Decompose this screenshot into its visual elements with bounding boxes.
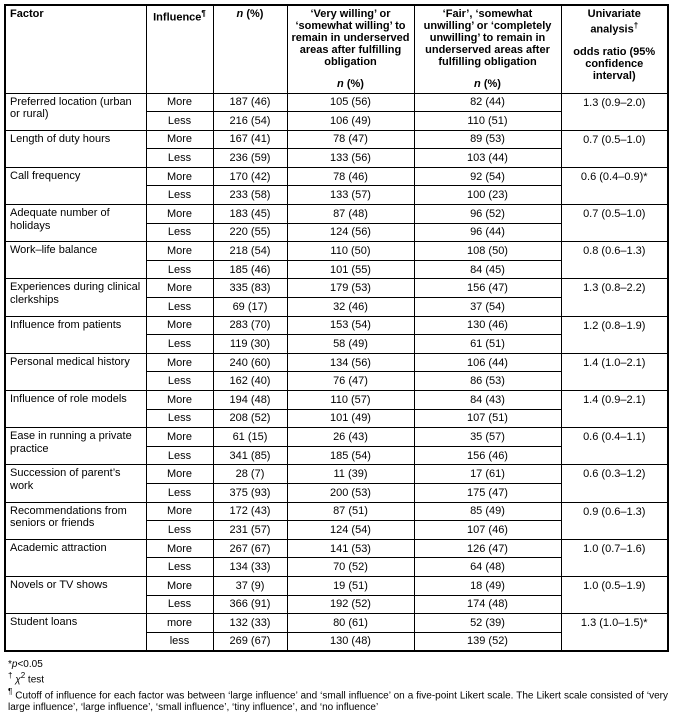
willing-cell: 87 (51): [287, 502, 414, 521]
footnote-chi-square: [8, 670, 668, 686]
n-cell: 233 (58): [213, 186, 287, 205]
odds-ratio-cell: 0.7 (0.5–1.0): [561, 130, 668, 167]
unwilling-cell: 139 (52): [414, 632, 561, 651]
header-factor: [5, 5, 146, 93]
n-italic: n: [337, 78, 344, 90]
willing-cell: 101 (49): [287, 409, 414, 428]
odds-ratio-cell: 0.6 (0.4–0.9)*: [561, 167, 668, 204]
n-cell: 366 (91): [213, 595, 287, 614]
odds-ratio-cell: 0.7 (0.5–1.0): [561, 205, 668, 242]
influence-cell: more: [146, 614, 213, 633]
influence-cell: Less: [146, 149, 213, 168]
table-row: [5, 130, 668, 149]
influence-cell: Less: [146, 298, 213, 317]
pilcrow-mark: ¶: [8, 687, 13, 697]
n-cell: 167 (41): [213, 130, 287, 149]
influence-cell: Less: [146, 483, 213, 502]
table-row: [5, 316, 668, 335]
unwilling-cell: 89 (53): [414, 130, 561, 149]
table-row: [5, 539, 668, 558]
unwilling-cell: 110 (51): [414, 112, 561, 131]
factor-cell: Preferred location (urban or rural): [5, 93, 146, 130]
pct-label: (%): [243, 8, 264, 20]
footnotes: [4, 659, 669, 714]
odds-ratio-cell: 1.4 (0.9–2.1): [561, 391, 668, 428]
n-cell: 170 (42): [213, 167, 287, 186]
influence-cell: less: [146, 632, 213, 651]
unwilling-cell: 84 (45): [414, 260, 561, 279]
unwilling-cell: 103 (44): [414, 149, 561, 168]
willing-cell: 106 (49): [287, 112, 414, 131]
willing-cell: 110 (50): [287, 242, 414, 261]
willing-cell: 124 (56): [287, 223, 414, 242]
factor-cell: Influence from patients: [5, 316, 146, 353]
table-row: [5, 353, 668, 372]
unwilling-cell: 130 (46): [414, 316, 561, 335]
influence-cell: More: [146, 242, 213, 261]
header-unwilling-label: ‘Fair’, ‘somewhat unwilling’ or ‘completely unwilling’ to remain in underserved areas after fulfilling obligation: [423, 8, 552, 68]
willing-cell: 134 (56): [287, 353, 414, 372]
header-willing: [287, 5, 414, 93]
willing-cell: 133 (56): [287, 149, 414, 168]
factor-cell: Recommendations from seniors or friends: [5, 502, 146, 539]
odds-ratio-cell: 1.4 (1.0–2.1): [561, 353, 668, 390]
footnote-chi-square-text: test: [25, 674, 45, 686]
factor-cell: Experiences during clinical clerkships: [5, 279, 146, 316]
n-cell: 185 (46): [213, 260, 287, 279]
header-row: [5, 5, 668, 93]
factors-table: [4, 4, 669, 652]
n-cell: 183 (45): [213, 205, 287, 224]
unwilling-cell: 175 (47): [414, 483, 561, 502]
unwilling-cell: 64 (48): [414, 558, 561, 577]
table-row: [5, 242, 668, 261]
unwilling-cell: 126 (47): [414, 539, 561, 558]
header-univariate-title: [564, 8, 666, 36]
n-cell: 341 (85): [213, 446, 287, 465]
footnote-cutoff: [8, 686, 668, 713]
table-row: [5, 428, 668, 447]
footnote-cutoff-text: Cutoff of influence for each factor was between ‘large influence’ and ‘small influence’ on a five-point Likert scale. The Likert scale consisted of ‘very large influence’, ‘large influence’, ‘small influence’, ‘tiny influence’, and ‘no influence’: [8, 690, 668, 713]
willing-cell: 185 (54): [287, 446, 414, 465]
influence-cell: Less: [146, 521, 213, 540]
header-influence-label: Influence: [153, 11, 202, 24]
table-row: [5, 465, 668, 484]
factor-cell: Personal medical history: [5, 353, 146, 390]
unwilling-cell: 100 (23): [414, 186, 561, 205]
n-cell: 208 (52): [213, 409, 287, 428]
n-cell: 231 (57): [213, 521, 287, 540]
influence-cell: More: [146, 539, 213, 558]
unwilling-cell: 86 (53): [414, 372, 561, 391]
header-factor-label: Factor: [10, 8, 44, 20]
n-cell: 187 (46): [213, 93, 287, 112]
n-cell: 269 (67): [213, 632, 287, 651]
willing-cell: 80 (61): [287, 614, 414, 633]
factor-cell: Ease in running a private practice: [5, 428, 146, 465]
unwilling-cell: 156 (46): [414, 446, 561, 465]
influence-cell: More: [146, 130, 213, 149]
influence-cell: Less: [146, 223, 213, 242]
factor-cell: Work–life balance: [5, 242, 146, 279]
willing-cell: 58 (49): [287, 335, 414, 354]
n-cell: 375 (93): [213, 483, 287, 502]
pct-label: (%): [480, 78, 501, 90]
unwilling-cell: 52 (39): [414, 614, 561, 633]
unwilling-cell: 18 (49): [414, 576, 561, 595]
odds-ratio-cell: 1.3 (1.0–1.5)*: [561, 614, 668, 651]
unwilling-cell: 37 (54): [414, 298, 561, 317]
unwilling-cell: 156 (47): [414, 279, 561, 298]
willing-cell: 105 (56): [287, 93, 414, 112]
n-cell: 240 (60): [213, 353, 287, 372]
willing-cell: 141 (53): [287, 539, 414, 558]
influence-cell: More: [146, 279, 213, 298]
willing-cell: 70 (52): [287, 558, 414, 577]
n-cell: 194 (48): [213, 391, 287, 410]
factor-cell: Succession of parent’s work: [5, 465, 146, 502]
influence-cell: More: [146, 465, 213, 484]
unwilling-cell: 107 (46): [414, 521, 561, 540]
unwilling-cell: 82 (44): [414, 93, 561, 112]
willing-cell: 133 (57): [287, 186, 414, 205]
willing-cell: 76 (47): [287, 372, 414, 391]
influence-cell: More: [146, 353, 213, 372]
n-cell: 61 (15): [213, 428, 287, 447]
factor-cell: Call frequency: [5, 167, 146, 204]
table-row: [5, 614, 668, 633]
factor-cell: Influence of role models: [5, 391, 146, 428]
willing-cell: 179 (53): [287, 279, 414, 298]
table-row: [5, 205, 668, 224]
unwilling-cell: 107 (51): [414, 409, 561, 428]
unwilling-cell: 17 (61): [414, 465, 561, 484]
willing-cell: 124 (54): [287, 521, 414, 540]
footnote-significance-value: <0.05: [17, 658, 43, 670]
willing-cell: 11 (39): [287, 465, 414, 484]
univariate-label: Univariate analysis: [587, 8, 641, 36]
pilcrow-mark: ¶: [201, 9, 206, 18]
factor-cell: Novels or TV shows: [5, 576, 146, 613]
unwilling-cell: 84 (43): [414, 391, 561, 410]
chi-exponent: 2: [20, 671, 26, 681]
header-univariate: [561, 5, 668, 93]
odds-ratio-cell: 0.8 (0.6–1.3): [561, 242, 668, 279]
odds-ratio-cell: 1.3 (0.9–2.0): [561, 93, 668, 130]
p-italic: p: [11, 658, 18, 670]
odds-ratio-cell: 1.2 (0.8–1.9): [561, 316, 668, 353]
willing-cell: 200 (53): [287, 483, 414, 502]
odds-ratio-cell: 1.3 (0.8–2.2): [561, 279, 668, 316]
dagger-mark: †: [8, 671, 13, 681]
influence-cell: Less: [146, 372, 213, 391]
n-cell: 220 (55): [213, 223, 287, 242]
header-unwilling: [414, 5, 561, 93]
n-cell: 218 (54): [213, 242, 287, 261]
n-cell: 335 (83): [213, 279, 287, 298]
table-row: [5, 279, 668, 298]
header-willing-label: ‘Very willing’ or ‘somewhat willing’ to remain in underserved areas after fulfilling obligation: [291, 8, 410, 68]
n-cell: 172 (43): [213, 502, 287, 521]
n-cell: 28 (7): [213, 465, 287, 484]
dagger-mark: †: [633, 21, 639, 30]
n-cell: 119 (30): [213, 335, 287, 354]
table-row: [5, 576, 668, 595]
willing-cell: 78 (46): [287, 167, 414, 186]
table-row: [5, 502, 668, 521]
influence-cell: Less: [146, 260, 213, 279]
n-italic: n: [474, 78, 481, 90]
influence-cell: Less: [146, 558, 213, 577]
footnote-significance: [8, 659, 668, 671]
factor-cell: Adequate number of holidays: [5, 205, 146, 242]
odds-ratio-cell: 1.0 (0.5–1.9): [561, 576, 668, 613]
n-cell: 283 (70): [213, 316, 287, 335]
influence-cell: More: [146, 502, 213, 521]
table-row: [5, 93, 668, 112]
influence-cell: More: [146, 205, 213, 224]
factor-cell: Length of duty hours: [5, 130, 146, 167]
unwilling-cell: 108 (50): [414, 242, 561, 261]
willing-cell: 130 (48): [287, 632, 414, 651]
header-n-pct: [213, 5, 287, 93]
odds-ratio-cell: 0.9 (0.6–1.3): [561, 502, 668, 539]
willing-cell: 110 (57): [287, 391, 414, 410]
header-influence: [146, 5, 213, 93]
table-row: [5, 167, 668, 186]
influence-cell: Less: [146, 335, 213, 354]
willing-cell: 87 (48): [287, 205, 414, 224]
n-cell: 162 (40): [213, 372, 287, 391]
odds-ratio-cell: 1.0 (0.7–1.6): [561, 539, 668, 576]
chi-italic: χ: [15, 674, 21, 686]
n-cell: 267 (67): [213, 539, 287, 558]
unwilling-cell: 35 (57): [414, 428, 561, 447]
influence-cell: More: [146, 428, 213, 447]
unwilling-cell: 96 (52): [414, 205, 561, 224]
willing-cell: 26 (43): [287, 428, 414, 447]
influence-cell: More: [146, 93, 213, 112]
willing-cell: 32 (46): [287, 298, 414, 317]
factor-cell: Student loans: [5, 614, 146, 651]
unwilling-cell: 174 (48): [414, 595, 561, 614]
table-row: [5, 391, 668, 410]
pct-label: (%): [343, 78, 364, 90]
odds-ratio-cell: 0.6 (0.4–1.1): [561, 428, 668, 465]
n-cell: 132 (33): [213, 614, 287, 633]
n-cell: 236 (59): [213, 149, 287, 168]
willing-cell: 101 (55): [287, 260, 414, 279]
header-willing-n-pct: [290, 78, 412, 90]
influence-cell: Less: [146, 186, 213, 205]
influence-cell: More: [146, 316, 213, 335]
influence-cell: More: [146, 576, 213, 595]
unwilling-cell: 85 (49): [414, 502, 561, 521]
unwilling-cell: 96 (44): [414, 223, 561, 242]
unwilling-cell: 61 (51): [414, 335, 561, 354]
header-odds-ratio-label: odds ratio (95% confidence interval): [573, 45, 656, 82]
willing-cell: 192 (52): [287, 595, 414, 614]
influence-cell: Less: [146, 446, 213, 465]
influence-cell: Less: [146, 595, 213, 614]
n-cell: 216 (54): [213, 112, 287, 131]
factor-cell: Academic attraction: [5, 539, 146, 576]
asterisk-mark: *: [8, 658, 12, 670]
n-italic: n: [236, 8, 244, 20]
table-header: [5, 5, 668, 93]
header-unwilling-n-pct: [417, 78, 559, 90]
n-cell: 37 (9): [213, 576, 287, 595]
n-cell: 134 (33): [213, 558, 287, 577]
influence-cell: More: [146, 167, 213, 186]
unwilling-cell: 106 (44): [414, 353, 561, 372]
unwilling-cell: 92 (54): [414, 167, 561, 186]
odds-ratio-cell: 0.6 (0.3–1.2): [561, 465, 668, 502]
influence-cell: More: [146, 391, 213, 410]
influence-cell: Less: [146, 409, 213, 428]
influence-cell: Less: [146, 112, 213, 131]
n-cell: 69 (17): [213, 298, 287, 317]
table-body: [5, 93, 668, 651]
willing-cell: 153 (54): [287, 316, 414, 335]
willing-cell: 78 (47): [287, 130, 414, 149]
willing-cell: 19 (51): [287, 576, 414, 595]
